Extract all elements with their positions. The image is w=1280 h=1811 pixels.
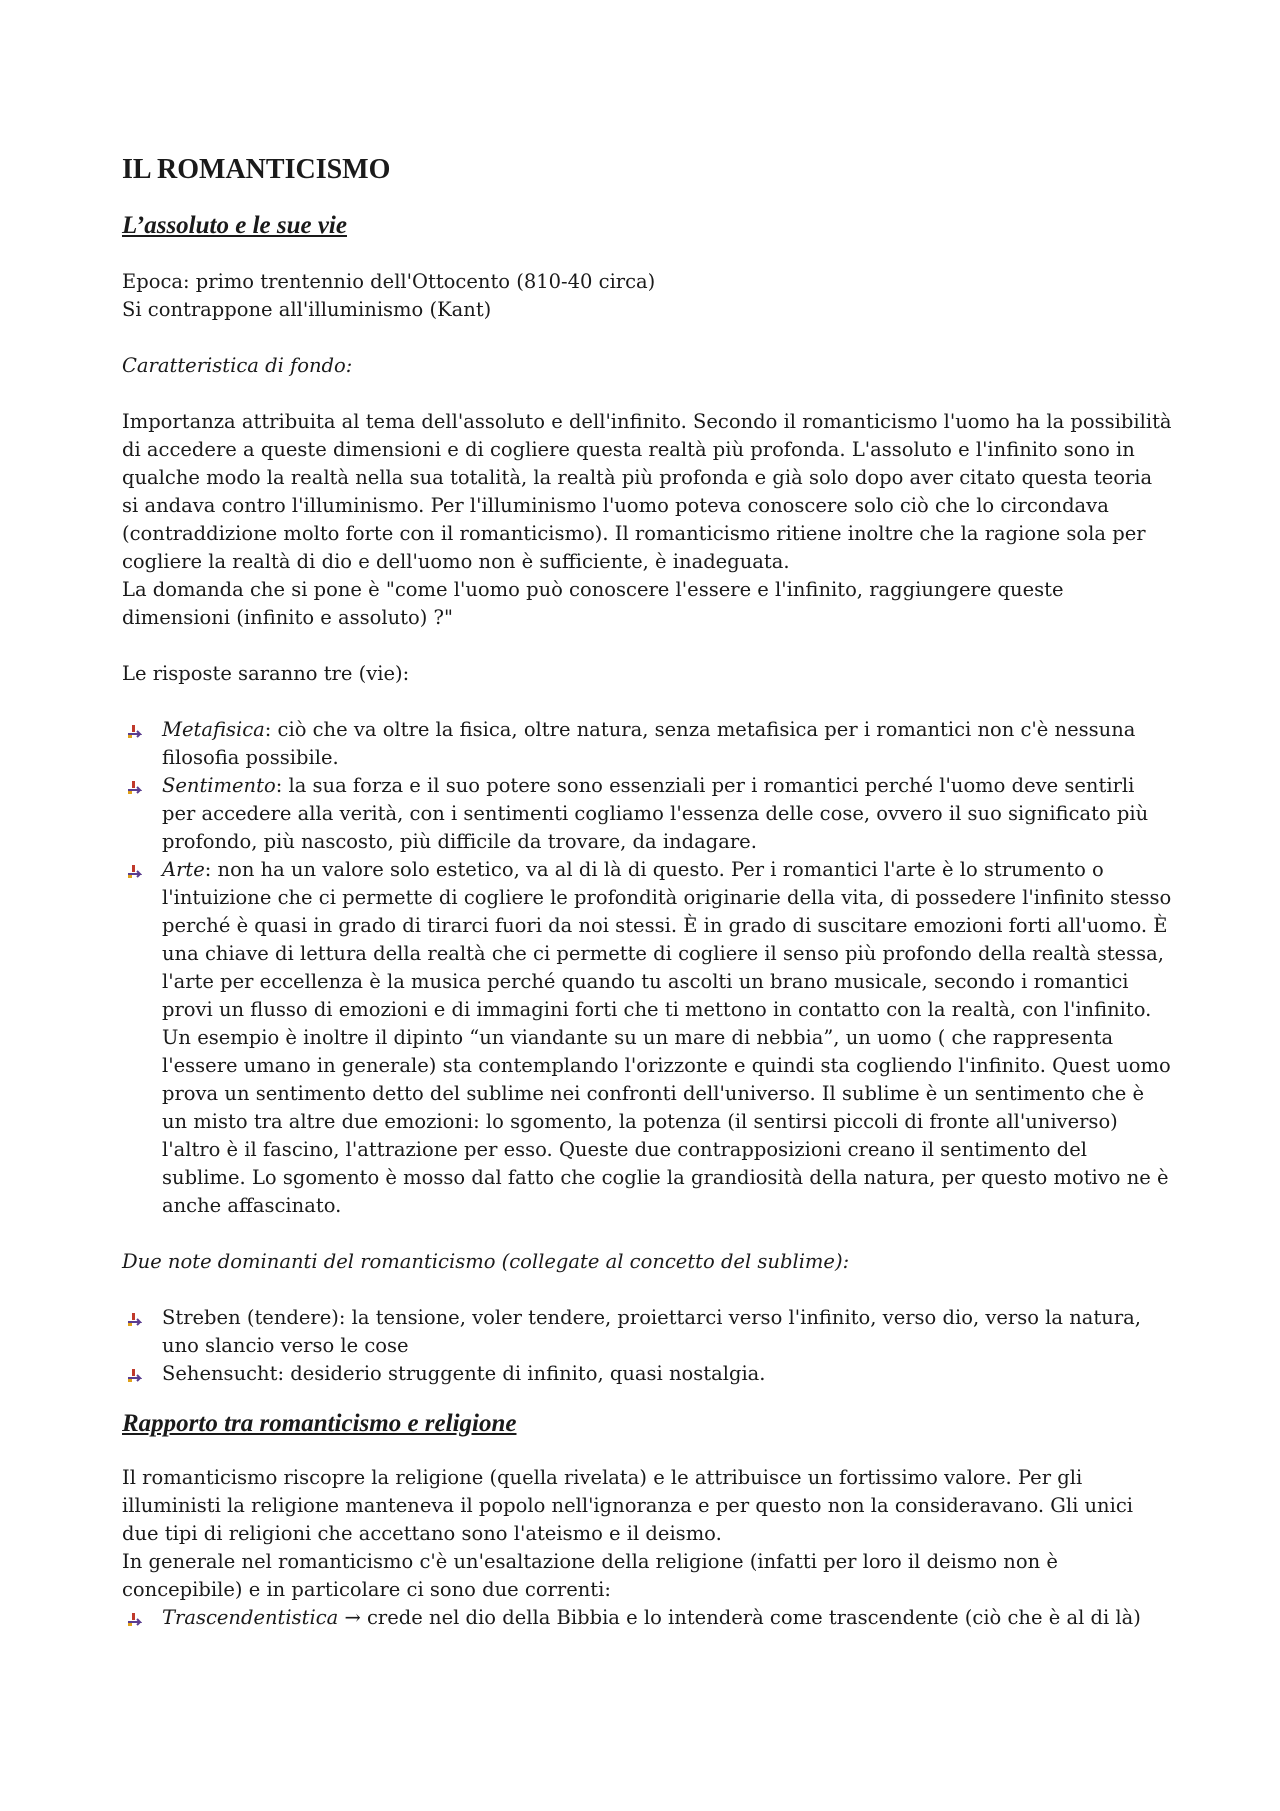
term-metafisica: Metafisica [162,718,265,741]
text-sentimento: : la sua forza e il suo potere sono essenziali per i romantici perché l'uomo deve sentirli per accedere alla verità, con i sentimenti cogliamo l'essenza delle cose, ovvero il suo significato più profondo, più nascosto, più difficile da trovare, da indagare. [162,774,1149,853]
paragraph-religione: Il romanticismo riscopre la religione (quella rivelata) e le attribuisce un fortissimo valore. Per gli illuministi la religione manteneva il popolo nell'ignoranza e per questo non la consideravano. Gli unici due tipi di religioni che accettano sono l'ateismo e il deismo. [122,1466,1134,1545]
term-trascendentistica: Trascendentistica [162,1606,339,1629]
page-title: IL ROMANTICISMO [122,154,391,185]
arrow-bullet-icon [126,779,142,795]
epoca-line: Epoca: primo trentennio dell'Ottocento (810-40 circa) [122,270,656,293]
text-arte: : non ha un valore solo estetico, va al di là di questo. Per i romantici l'arte è lo strumento o l'intuizione che ci permette di cogliere le profondità originarie della vita, di possedere l'infinito stesso perché è quasi in grado di tirarci fuori da noi stessi. È in grado di suscitare emozioni forti all'uomo. È una chiave di lettura della realtà che ci permette di cogliere il senso più profondo della realtà stessa, l'arte per eccellenza è la musica perché quando tu ascolti un brano musicale, secondo i romantici provi un flusso di emozioni e di immagini forti che ti mettono in contatto con la realtà, con l'infinito. Un esempio è inoltre il dipinto “un viandante su un mare di nebbia”, un uomo ( che rappresenta l'essere umano in generale) sta contemplando l'orizzonte e quindi sta cogliendo l'infinito. Quest uomo prova un sentimento detto del sublime nei confronti dell'universo. Il sublime è un sentimento che è un misto tra altre due emozioni: lo sgomento, la potenza (il sentirsi piccoli di fronte all'universo) l'altro è il fascino, l'attrazione per esso. Queste due contrapposizioni creano il sentimento del sublime. Lo sgomento è mosso dal fatto che coglie la grandiosità della natura, per questo motivo ne è anche affascinato. [162,858,1172,1217]
note-list [122,1304,1172,1388]
list-item-streben [122,1304,1172,1360]
section-heading-assoluto: L’assoluto e le sue vie [122,212,347,239]
term-arte: Arte [162,858,205,881]
correnti-list [122,1604,1172,1632]
section-heading-religione: Rapporto tra romanticismo e religione [122,1410,517,1437]
risposte-line: Le risposte saranno tre (vie): [122,662,410,685]
term-sentimento: Sentimento [162,774,276,797]
text-sehensucht: Sehensucht: desiderio struggente di infinito, quasi nostalgia. [162,1362,766,1385]
arrow-icon: → [338,1606,368,1629]
paragraph-correnti: In generale nel romanticismo c'è un'esaltazione della religione (infatti per loro il deismo non è concepibile) e in particolare ci sono due correnti: [122,1550,1058,1601]
contrapposizione-line: Si contrappone all'illuminismo (Kant) [122,298,492,321]
arrow-bullet-icon [126,1611,142,1627]
list-item-sehensucht [122,1360,1172,1388]
text-trascendentistica: crede nel dio della Bibbia e lo intenderà come trascendente (ciò che è al di là) [367,1606,1141,1629]
list-item-sentimento [122,772,1172,856]
text-streben: Streben (tendere): la tensione, voler tendere, proiettarci verso l'infinito, verso dio, verso la natura, uno slancio verso le cose [162,1306,1141,1357]
list-item-trascendentistica [122,1604,1172,1632]
vie-list [122,716,1172,1220]
note-label: Due note dominanti del romanticismo (collegate al concetto del sublime): [122,1250,850,1273]
text-metafisica: : ciò che va oltre la fisica, oltre natura, senza metafisica per i romantici non c'è nessuna filosofia possibile. [162,718,1136,769]
paragraph-domanda: La domanda che si pone è "come l'uomo può conoscere l'essere e l'infinito, raggiungere queste dimensioni (infinito e assoluto) ?" [122,578,1064,629]
arrow-bullet-icon [126,723,142,739]
list-item-metafisica [122,716,1172,772]
arrow-bullet-icon [126,863,142,879]
list-item-arte [122,856,1172,1220]
arrow-bullet-icon [126,1367,142,1383]
caratteristica-label: Caratteristica di fondo: [122,354,353,377]
document-content [122,152,1172,1632]
arrow-bullet-icon [126,1311,142,1327]
paragraph-assoluto: Importanza attribuita al tema dell'assoluto e dell'infinito. Secondo il romanticismo l'uomo ha la possibilità di accedere a queste dimensioni e di cogliere questa realtà più profonda. L'assoluto e l'infinito sono in qualche modo la realtà nella sua totalità, la realtà più profonda e già solo dopo aver citato questa teoria si andava contro l'illuminismo. Per l'illuminismo l'uomo poteva conoscere solo ciò che lo circondava (contraddizione molto forte con il romanticismo). Il romanticismo ritiene inoltre che la ragione sola per cogliere la realtà di dio e dell'uomo non è sufficiente, è inadeguata. [122,410,1172,573]
